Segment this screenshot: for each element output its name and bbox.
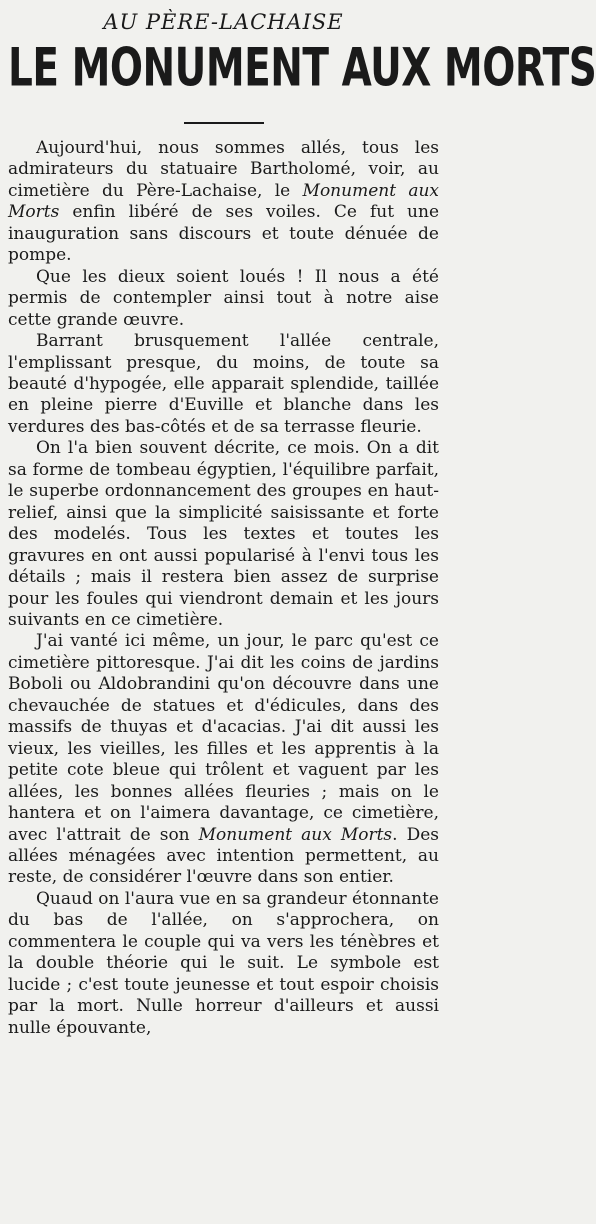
text-run: Quaud on l'aura vue en sa grandeur étonnante du bas de l'allée, on s'approchera, on commentera le couple qui va vers les ténèbres et la double théorie qui le suit. Le symbole est lucide ; c'est toute jeunesse et tout espoir choisis par la mort. Nulle horreur d'ailleurs et aussi nulle épouvante,	[8, 888, 439, 1038]
text-run: Que les dieux soient loués ! Il nous a été permis de contempler ainsi tout à notre aise cette grande œuvre.	[8, 266, 439, 330]
article-paragraph	[8, 138, 439, 267]
italic-title-run: Monument aux Morts	[198, 824, 393, 845]
text-run: Aujourd'hui, nous sommes allés, tous les admirateurs du statuaire Bartholomé, voir, au cimetière du Père-Lachaise, le	[8, 138, 439, 201]
article-paragraph	[8, 631, 439, 888]
text-run: J'ai vanté ici même, un jour, le parc qu'est ce cimetière pittoresque. J'ai dit les coins de jardins Boboli ou Aldobrandini qu'on découvre dans une chevauchée de statues et d'édicules, dans des massifs de thuyas et d'acacias. J'ai dit aussi les vieux, les vieilles, les filles et les apprentis à la petite cote bleue qui trôlent et vaguent par les allées, les bonnes allées fleuries ; mais on le hantera et on l'aimera davantage, ce cimetière, avec l'attrait de son	[8, 631, 439, 845]
headline-divider	[184, 122, 264, 124]
article-headline: LE MONUMENT AUX MORTS	[8, 38, 596, 99]
text-run: On l'a bien souvent décrite, ce mois. On a dit sa forme de tombeau égyptien, l'équilibre parfait, le superbe ordonnancement des groupes en haut-relief, ainsi que la simplicité saisissante et forte des modelés. Tous les textes et toutes les gravures en ont aussi popularisé à l'envi tous les détails ; mais il restera bien assez de surprise pour les foules qui viendront demain et les jours suivants en ce cimetière.	[8, 438, 439, 630]
article-kicker: AU PÈRE-LACHAISE	[103, 10, 344, 34]
article-body	[8, 138, 439, 1039]
italic-title-run: Monument aux Morts	[8, 180, 440, 223]
article-paragraph	[8, 331, 439, 438]
article-paragraph	[8, 267, 439, 331]
text-run: enfin libéré de ses voiles. Ce fut une inauguration sans discours et toute dénuée de pompe.	[8, 202, 439, 266]
article-paragraph	[8, 889, 439, 1039]
text-run: . Des allées ménagées avec intention permettent, au reste, de considérer l'œuvre dans son entier.	[8, 824, 439, 888]
text-run: Barrant brusquement l'allée centrale, l'emplissant presque, du moins, de toute sa beauté d'hypogée, elle apparait splendide, taillée en pleine pierre d'Euville et blanche dans les verdures des bas-côtés et de sa terrasse fleurie.	[8, 331, 439, 437]
article-paragraph	[8, 438, 439, 631]
